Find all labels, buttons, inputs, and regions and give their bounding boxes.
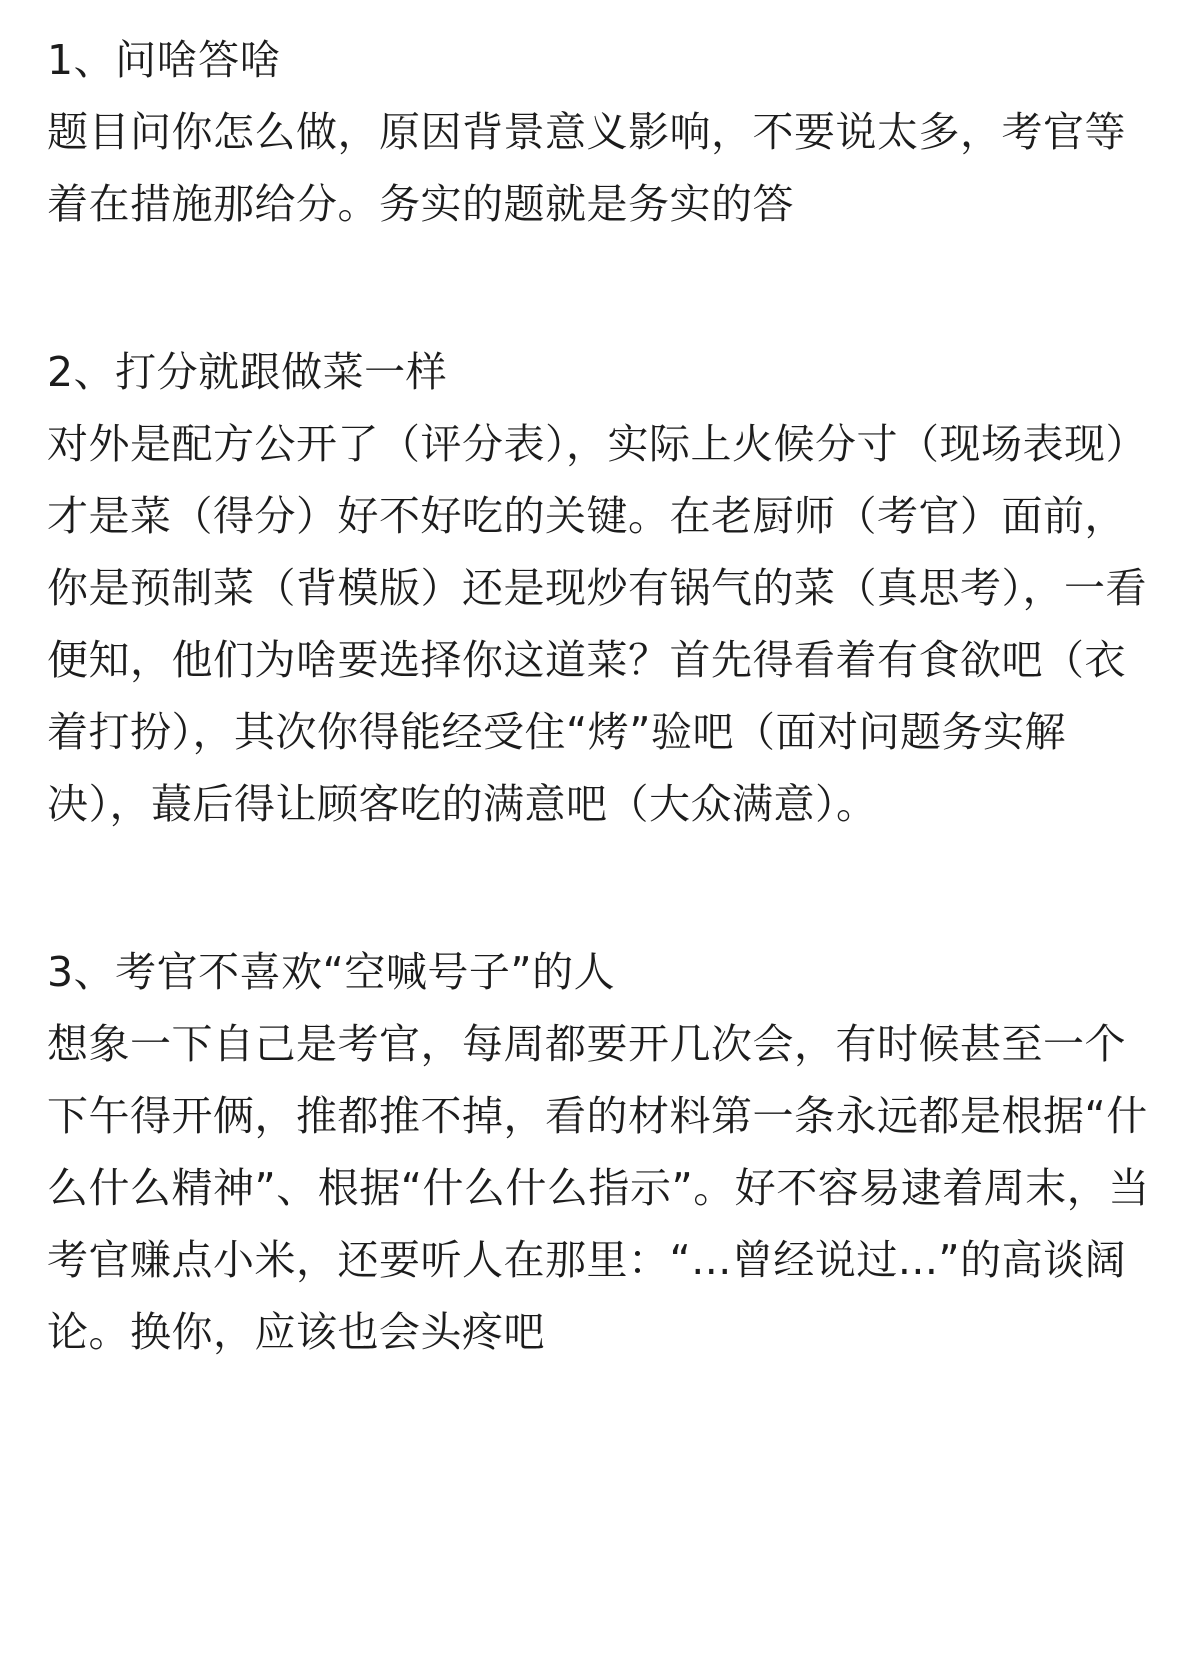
- section-2: [47, 312, 1157, 840]
- section-body: 想象一下自己是考官，每周都要开几次会，有时候甚至一个下午得开俩，推都推不掉，看的材料第一条永远都是根据“什么什么精神”、根据“什么什么指示”。好不容易逮着周末，当考官赚点小米，还要听人在那里：“...曾经说过...”的高谈阔论。换你，应该也会头疼吧: [47, 1020, 1150, 1356]
- section-3: [47, 912, 1157, 1368]
- article: [47, 0, 1157, 1368]
- section-title: 2、打分就跟做菜一样: [47, 348, 448, 396]
- section-body: 题目问你怎么做，原因背景意义影响，不要说太多，考官等着在措施那给分。务实的题就是务实的答: [47, 108, 1126, 228]
- section-1: [47, 0, 1157, 240]
- section-title: 3、考官不喜欢“空喊号子”的人: [47, 948, 616, 996]
- section-body: 对外是配方公开了（评分表），实际上火候分寸（现场表现）才是菜（得分）好不好吃的关键。在老厨师（考官）面前，你是预制菜（背模版）还是现炒有锅气的菜（真思考），一看便知，他们为啥要选择你这道菜？首先得看着有食欲吧（衣着打扮），其次你得能经受住“烤”验吧（面对问题务实解决），蕞后得让顾客吃的满意吧（大众满意）。: [47, 420, 1147, 828]
- section-title: 1、问啥答啥: [47, 36, 282, 84]
